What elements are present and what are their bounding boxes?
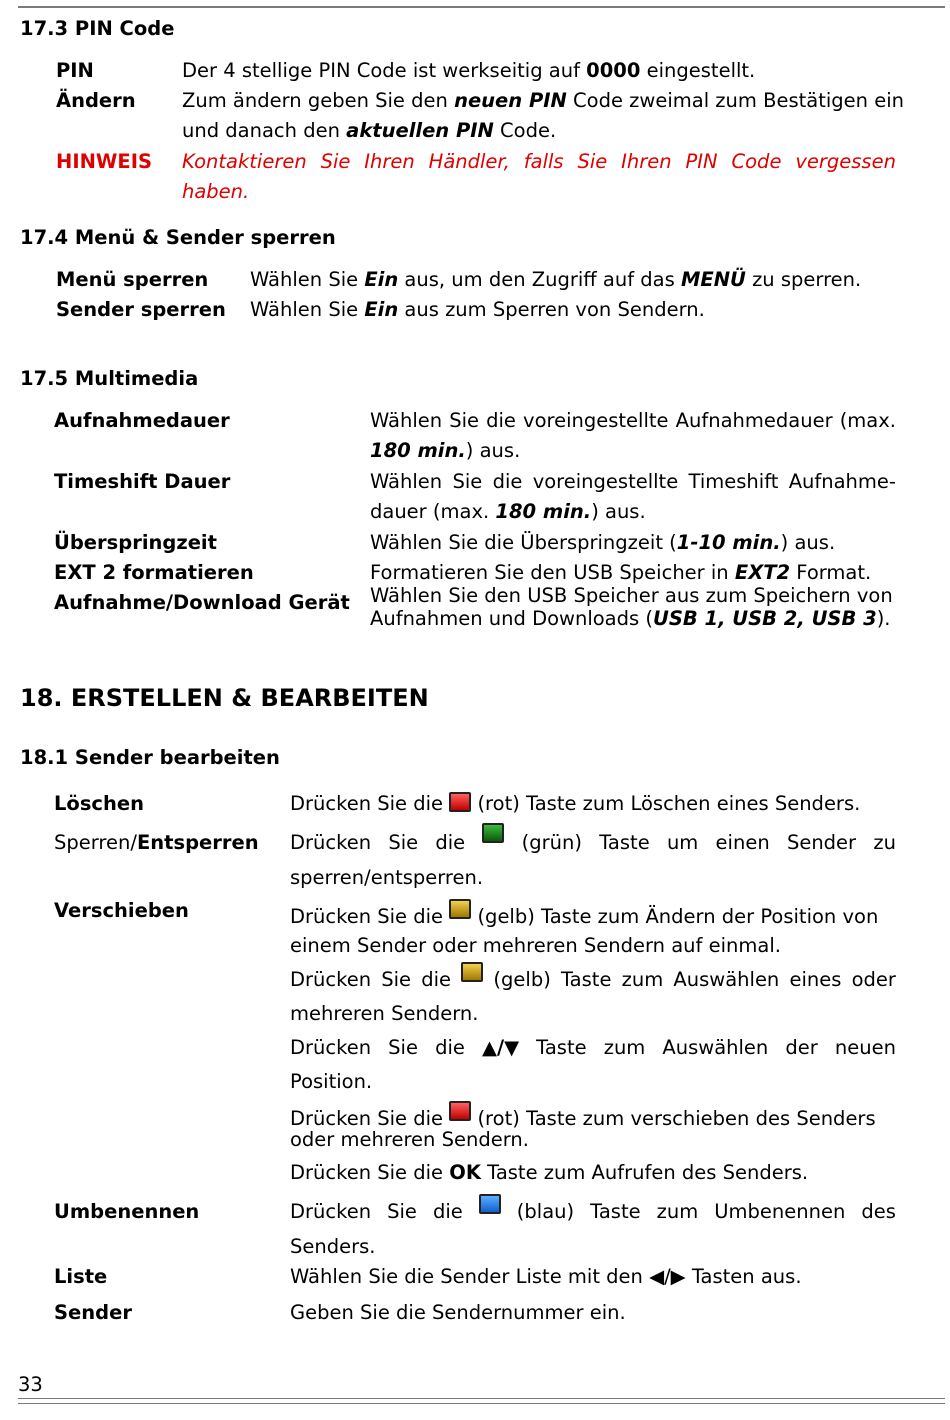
red-key-icon: [449, 792, 471, 812]
desc-aendern-line1: Zum ändern geben Sie den neuen PIN Code zweimal zum Bestätigen ein: [182, 89, 904, 112]
desc-geraet-line1: Wählen Sie den USB Speicher aus zum Speichern von: [370, 584, 893, 607]
desc-verschieben-1-line1: Drücken Sie die (gelb) Taste zum Ändern der Position von: [290, 899, 878, 928]
desc-menue-sperren: Wählen Sie Ein aus, um den Zugriff auf das MENÜ zu sperren.: [250, 268, 862, 291]
section-heading-18-1: 18.1 Sender bearbeiten: [20, 746, 280, 769]
term-timeshift-dauer: Timeshift Dauer: [54, 470, 231, 493]
desc-aufnahmedauer-line2: 180 min.) aus.: [370, 439, 521, 462]
page-number: 33: [18, 1373, 43, 1396]
desc-sperren-line2: sperren/entsperren.: [290, 866, 484, 889]
desc-hinweis-line1: Kontaktieren Sie Ihren Händler, falls Sie Ihren PIN Code vergessen: [182, 150, 896, 173]
section-heading-17-3: 17.3 PIN Code: [20, 17, 175, 40]
red-key-icon: [449, 1101, 471, 1121]
desc-umbenennen-line1: Drücken Sie die (blau) Taste zum Umbenennen des: [290, 1200, 896, 1223]
desc-sender-sperren: Wählen Sie Ein aus zum Sperren von Sendern.: [250, 298, 705, 321]
desc-verschieben-2-line2: mehreren Sendern.: [290, 1002, 479, 1025]
top-rule: [18, 6, 945, 8]
term-umbenennen: Umbenennen: [54, 1200, 200, 1223]
desc-pin: Der 4 stellige PIN Code ist werkseitig auf 0000 eingestellt.: [182, 59, 756, 82]
term-liste: Liste: [54, 1265, 108, 1288]
up-down-arrow-icon: ▲/▼: [481, 1036, 520, 1059]
desc-liste: Wählen Sie die Sender Liste mit den ◀/▶ Tasten aus.: [290, 1265, 802, 1288]
term-verschieben: Verschieben: [54, 899, 189, 922]
desc-ueberspringzeit: Wählen Sie die Überspringzeit (1-10 min.) aus.: [370, 531, 836, 554]
term-pin: PIN: [56, 59, 94, 82]
desc-sender: Geben Sie die Sendernummer ein.: [290, 1301, 626, 1324]
desc-sperren-line1: Drücken Sie die (grün) Taste um einen Sender zu: [290, 831, 896, 854]
desc-loeschen: Drücken Sie die (rot) Taste zum Löschen eines Senders.: [290, 792, 861, 815]
term-aufnahme-download-geraet: Aufnahme/Download Gerät: [54, 591, 350, 614]
term-ueberspringzeit: Überspringzeit: [54, 531, 217, 554]
term-aufnahmedauer: Aufnahmedauer: [54, 409, 230, 432]
desc-aendern-line2: und danach den aktuellen PIN Code.: [182, 119, 557, 142]
term-menue-sperren: Menü sperren: [56, 268, 209, 291]
term-aendern: Ändern: [56, 89, 136, 112]
section-heading-17-4: 17.4 Menü & Sender sperren: [20, 226, 336, 249]
desc-verschieben-4-line2: oder mehreren Sendern.: [290, 1128, 529, 1151]
desc-verschieben-3-line2: Position.: [290, 1070, 373, 1093]
desc-verschieben-1-line2: einem Sender oder mehreren Sendern auf einmal.: [290, 934, 781, 957]
desc-umbenennen-line2: Senders.: [290, 1235, 376, 1258]
term-sperren-entsperren: Sperren/Entsperren: [54, 831, 259, 854]
chapter-heading-18: 18. ERSTELLEN & BEARBEITEN: [20, 684, 429, 712]
green-key-icon: [482, 823, 504, 843]
desc-timeshift-line2: dauer (max. 180 min.) aus.: [370, 500, 646, 523]
yellow-key-icon: [461, 962, 483, 982]
term-hinweis: HINWEIS: [56, 150, 153, 173]
yellow-key-icon: [449, 899, 471, 919]
desc-ext2-formatieren: Formatieren Sie den USB Speicher in EXT2 Format.: [370, 561, 872, 584]
bottom-rule: [18, 1398, 945, 1404]
term-ext2-formatieren: EXT 2 formatieren: [54, 561, 254, 584]
term-sender: Sender: [54, 1301, 132, 1324]
desc-verschieben-5: Drücken Sie die OK Taste zum Aufrufen des Senders.: [290, 1161, 809, 1184]
desc-verschieben-3-line1: Drücken Sie die ▲/▼ Taste zum Auswählen der neuen: [290, 1036, 896, 1059]
desc-aufnahmedauer-line1: Wählen Sie die voreingestellte Aufnahmedauer (max.: [370, 409, 896, 432]
desc-hinweis-line2: haben.: [182, 180, 250, 203]
section-heading-17-5: 17.5 Multimedia: [20, 367, 199, 390]
desc-verschieben-4-line1: Drücken Sie die (rot) Taste zum verschieben des Senders: [290, 1101, 876, 1130]
term-sender-sperren: Sender sperren: [56, 298, 226, 321]
term-loeschen: Löschen: [54, 792, 144, 815]
desc-timeshift-line1: Wählen Sie die voreingestellte Timeshift Aufnahme-: [370, 470, 896, 493]
desc-verschieben-2-line1: Drücken Sie die (gelb) Taste zum Auswählen eines oder: [290, 968, 896, 991]
blue-key-icon: [479, 1194, 501, 1214]
desc-geraet-line2: Aufnahmen und Downloads (USB 1, USB 2, USB 3).: [370, 607, 891, 630]
